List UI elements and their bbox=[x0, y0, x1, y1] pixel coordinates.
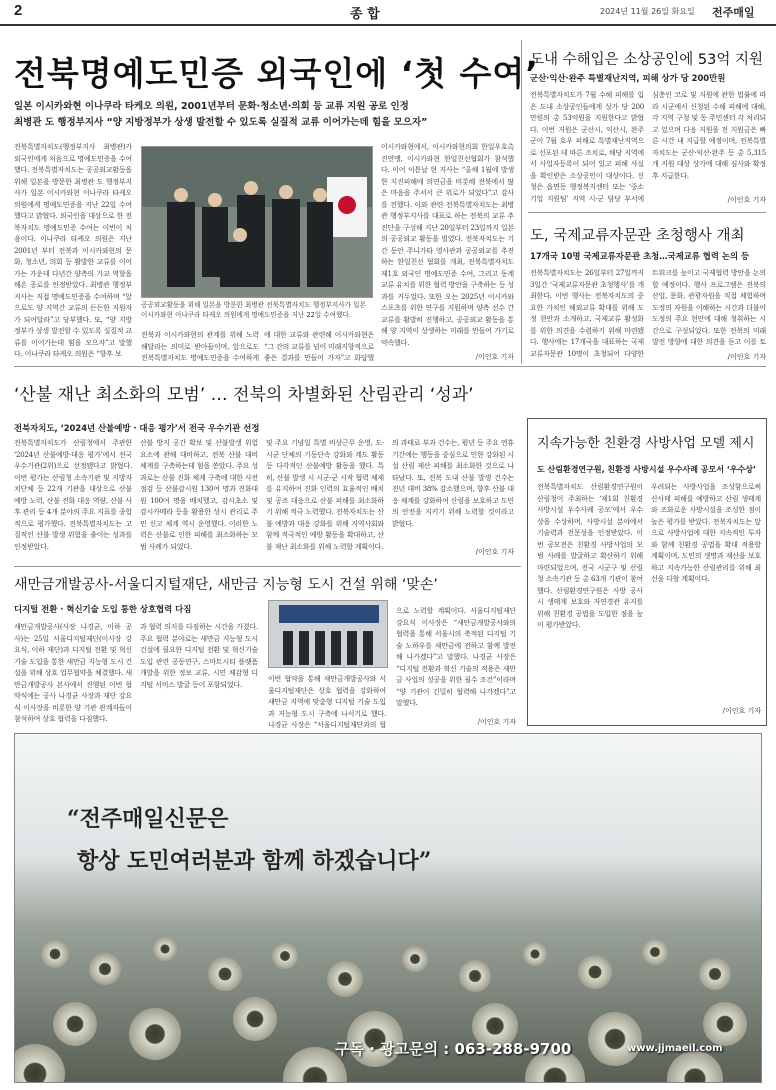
article1-column-4: 에 대한 교류와 관련해 이시카와현은 “그 간의 교류를 넘어 미래지향적으로 좋은 결과를 만들어 가자”고 화답했 bbox=[264, 331, 374, 362]
article1-byline: /이인호 기자 bbox=[475, 353, 514, 361]
article1-column-1: 전북특별자치도(행정부지사 최병관)가 외국인에게 처음으로 명예도민증을 수여했다. 전북특별자치도는 공공외교활동을 위해 일본을 방문한 최병관 도 행정부지사가 일본 이시카와현 이나쿠라 타케오 의원에게 명예도민증을 지난 22일 수여했다고 밝혔다. 외국인을 대상으로 한 전북자치도 명예도민증 수여는 이번이 처음이다. 이나쿠라 타케오 의원은 지난 2001년 부터 전북과 이시카와현의 문화, 청소년, 의회 등 활발한 교류를 이어가는 가운데 다년간 양측의 가교 역할을 해온 공로를 인정받았다. 최병관 행정부지사는 직접 명예도민증을 수여하며 “앞으로도 양 지역간 교류의 든든한 지원자가 되어달라”고 당부했다. 또, “양 지방정부가 상생 발전할 수 있도록 실질적 교류를 이어가는데 힘을 모으자”고 말했다. 이나쿠라 타케오 의원은 “향후 보 bbox=[14, 143, 132, 358]
article4-byline: /이인호 기자 bbox=[475, 548, 514, 556]
article2-byline: /이인호 기자 bbox=[727, 196, 766, 204]
paper-name: 전주매일 bbox=[712, 6, 755, 19]
article4-headline: ‘산불 재난 최소화의 모범’ … 전북의 차별화된 산림관리 ‘성과’ bbox=[14, 385, 474, 405]
article4-column-4: 의 과태료 부과 건수는, 평년 등 주요 연휴기간에는 행동을 중심으로 인한 강화된 시설 산림 재산 피해를 최소화한 것으로 나타났다. 또, 전북 도내 산불 발생 건수는 전년 대비 38% 감소했으며, 향후 산불 대응 체계를 강화하여 산림을 보호하고 도민의 안전을 지키기 위해 노력할 것이라고 밝혔다. bbox=[392, 439, 514, 528]
article-divider bbox=[528, 212, 766, 213]
advertisement-banner bbox=[14, 733, 762, 1083]
article1-photo-caption: 공공외교활동을 위해 일본을 방문한 최병관 전북특별자치도 행정부지사가 일본 이시카와현 이나쿠라 타케오 의원에게 명예도민증을 지난 22일 수여했다. bbox=[141, 301, 366, 319]
article5-column-2: 우려되는 사방사업을 조성함으로써 산사태 피해를 예방하고 산림 생태계와 조화로운 사방시설을 조성한 점이 높은 평가를 받았다. 전북자치도는 앞으로 사방사업에 대한 지속적인 투자와 함께 친환경 공법을 확대 적용할 계획이며, 도민의 생명과 재산을 보호하고 지속가능한 산림관리를 위해 최선을 다할 계획이다. bbox=[651, 483, 761, 583]
article2-subheadline: 군산·익산·완주 특별재난지역, 피해 상가 당 200만원 bbox=[530, 73, 726, 83]
issue-date: 2024년 11월 26일 화요일 bbox=[600, 7, 695, 16]
article4-column-3: 및 주요 기념일 특별 비상근무 운영, 도·시군 단체의 기동단속 강화와 계도 활동 등 다각적인 산불예방 활동을 했다. 특히, 산불 발생 시 시군·군 시작 협력 체제를 유지하여 진화 인력의 효율적인 배치 및 공조 대응으로 산불 피해를 최소화하기 위해 적극 노력했다. 전북자치도는 산불 예방과 대응 강화를 위해 지역사회와 함께 적극적인 예방 활동을 확대하고, 산불 재난 최소화를 위해 노력할 계획이다. bbox=[266, 439, 384, 551]
article6-headline: 새만금개발공사-서울디지털재단, 새만금 지능형 도시 건설 위해 ‘맞손’ bbox=[14, 577, 438, 593]
article2-column-1: 전북특별자치도가 7월 수해 피해를 입은 도내 소상공인들에게 상가 당 200만원의 총 53억원을 지원한다고 밝혔다. 이번 지원은 군산시, 익산시, 완주군이 7월 호우 피해로 특별재난지역으로 선포된 데 따른 조치로, 해당 지역에서 사업자등록이 되어 있고 피해 사실을 확인받은 소상공인이 대상이다. 신청은 읍면동 행정복지센터 또는 ‘중소기업 지원팀’ 지역 시·군 담당 부서에 bbox=[530, 91, 644, 203]
article6-subheadline: 디지털 전환 · 혁신기술 도입 통한 상호협력 다짐 bbox=[14, 604, 192, 614]
article6-column-2: 과 협력 의지를 다짐하는 시간을 가졌다. 주요 협력 분야로는 새만금 지능형 도시 건설에 필요한 디지털 전환 및 혁신기술 도입 관련 공동연구, 스마트시티 플랫폼 개발을 위한 정보 교류, 시민 체감형 디지털 서비스 발굴 등이 포함되었다. bbox=[140, 623, 258, 689]
article6-photo bbox=[268, 600, 388, 668]
ad-website-url[interactable]: www.jjmaeil.com bbox=[627, 1043, 723, 1054]
article1-subheadline-1: 일본 이시카와현 이나쿠라 타케오 의원, 2001년부터 문화·청소년·의회 등 교류 지원 공로 인정 bbox=[14, 101, 409, 112]
article3-subheadline: 17개국 10명 국제교류자문관 초청…국제교류 협력 논의 등 bbox=[530, 251, 750, 261]
article1-photo bbox=[141, 146, 373, 298]
article4-column-1: 전북특별자치도가 산림청에서 주관한 ‘2024년 산불예방·대응 평가’에서 전국 우수기관(2위)으로 선정됐다고 밝혔다. 이번 평가는 산림청 소속기관 및 지방자치단체 등 22개 기관을 대상으로 산불 예방 노력, 산불 진화 대응 역량, 산불 사후 관리 등 4개 분야의 주요 지표를 종합적으로 평가했다. 전북특별자치도는 고질적인 산불 발생 위험을 줄이는 성과를 인정받았다. bbox=[14, 439, 132, 551]
signing-ceremony-illustration bbox=[269, 601, 388, 668]
ad-slogan-line-2: 항상 도민여러분과 함께 하겠습니다” bbox=[77, 848, 432, 874]
page-header bbox=[0, 0, 776, 26]
ad-slogan-line-1: “전주매일신문은 bbox=[67, 806, 229, 832]
article4-subheadline: 전북자치도, ‘2024년 산불예방 · 대응 평가’서 전국 우수기관 선정 bbox=[14, 423, 260, 433]
article6-column-3: 이번 협약을 통해 새만금개발공사와 서울디지털재단은 상호 협력을 강화하여 새만금 지역에 맞춤형 디지털 기술 도입과 지능형 도시 구축에 나서기로 했다. 나경균 사장은 “서울디지털재단과의 협 bbox=[268, 675, 386, 728]
article5-subheadline: 도 산림환경연구원, 친환경 사방시설 우수사례 공모서 ‘우수상’ bbox=[537, 465, 757, 474]
page-number: 2 bbox=[14, 2, 23, 19]
group-photo-illustration bbox=[142, 147, 373, 298]
article1-column-3: 이시카와현에서, 이시카와현의회 한일우호촉진연맹, 이시카와현 한일친선협회가 참석했다. 이어 이튿날 현 지사는 “올해 1월에 발생한 지진피해에 의연금을 비롯해 전북에서 많은 마음을 주셔서 큰 위로가 되었다”고 감사를 전했다. 이와 관련 전북특별자치도는 최병관 행정부지사를 대표로 하는 전북의 교류 추진단을 구성해 지난 20일부터 23일까지 일본의 공공외교 활동을 벌였다. 전북자치도는 기간 동안 주니가타 영사관과 공공외교를 추진하는 한일친선 협회를 개최, 전북특별자치도 제1호 외국인 명예도민증 수여, 그리고 동계 교류 유치를 위한 협력 방안을 구축하는 등 성과를 거두었다. 또한 오는 2025년 이시카와 스포츠를 위한 연구를 지원하며 양측 선수 간 교류를 활발히 진행하고, 공공외교 활동을 통해 양 지역이 상생하는 미래를 만들어 가기로 약속했다. bbox=[381, 143, 514, 347]
article6-byline: /이인호 기자 bbox=[477, 718, 516, 726]
section-name: 종 합 bbox=[350, 7, 380, 22]
article2-column-2: 심층인 코로 및 지원에 관한 법률에 따라 시군에서 신청된 수해 피해에 대해, 각 지역 구청 및 동 주민센터 각 처리되고 있으며 다음 지원을 전 지원금은 빠른 시간 내 지급할 예정이며, 전북특별자치도는 군산·익산·완주 등 총 5,315개 지원 대상 상가에 대해 심사와 확정 후 지급한다. bbox=[652, 91, 766, 180]
article6-column-4: 으로 노력할 계획이다. 서울디지털재단 강요식 이사장은 “새만금개발공사와의 협력을 통해 서울시의 축적된 디지털 기술 노하우를 새만금에 전하고 함께 발전해 나가겠다”고 말했다. 나경균 사장은 “디지털 전환과 혁신 기술의 적용은 새만금 사업의 성공을 위한 필수 조건”이라며 “양 기관이 긴밀히 협력해 나가겠다”고 말했다. bbox=[396, 607, 516, 707]
article5-byline: /이인호 기자 bbox=[722, 707, 761, 715]
article5-headline: 지속가능한 친환경 사방사업 모델 제시 bbox=[537, 436, 755, 451]
article3-column-1: 전북특별자치도는 26일부터 27일까지 3일간 ‘국제교류자문관 초청행사’를 개최한다. 이번 행사는 전북자치도의 중요한 가치인 해외교류 확대를 위해 도정 현안과 소개하고, 국제교류 활성화를 위한 의견을 수렴하기 위해 마련됐다. 행사에는 17개국을 대표하는 국제교류자문관 10명이 초청되어 다양한 bbox=[530, 269, 644, 358]
article3-byline: /이인호 기자 bbox=[727, 353, 766, 361]
ad-contact: 구독 · 광고문의 : 063-288-9700 bbox=[335, 1040, 572, 1058]
article1-headline: 전북명예도민증 외국인에 ‘첫 수여’ bbox=[14, 54, 539, 93]
article3-headline: 도, 국제교류자문관 초청행사 개최 bbox=[530, 228, 745, 244]
article4-column-2: 산불 방지 공간 확보 및 산불발생 위험 요소에 관해 대비하고, 전북 산불 대비 체계를 구축하는데 힘을 쏟았다. 주요 성과로는 산불 진화 체계 구축에 대한 사전 점검 등 산불감시원 130여 명과 진화대원 100여 명을 배치했고, 감시초소 및 감시카메라 등을 활용한 상시 관리로 주민 신고 체계 역시 운영했다. 이러한 노력은 산불로 인한 피해를 최소화하는 모범 사례가 되었다. bbox=[140, 439, 258, 551]
article1-subheadline-2: 최병관 도 행정부지사 “양 지방정부가 상생 발전할 수 있도록 실질적 교류 이어가는데 힘을 모으자” bbox=[14, 117, 428, 128]
article2-headline: 도내 수해입은 소상공인에 53억 지원 bbox=[530, 52, 763, 68]
article6-column-1: 새만금개발공사(사장 나경균, 이하 공사)는 25일 서울디지털재단(이사장 강요식, 이하 재단)과 디지털 전환 및 혁신기술 도입을 통한 새만금 지능형 도시 건설을 위해 상호 업무협약을 체결했다. 새만금개발공사 본사에서 진행된 이번 협약식에는 공사 나경균 사장과 재단 강요식 이사장을 비롯한 양 기관 관계자들이 참석하여 상호 협력을 다짐했다. bbox=[14, 623, 132, 723]
sunflower-field-image bbox=[15, 734, 762, 1083]
article3-column-2: 트워크를 높이고 국제협력 방안을 논의할 예정이다. 행사 프로그램은 전북의 산업, 문화, 관광자원을 직접 체험하며 도정의 자원을 이해하는 시간과 더불어 도정의 주요 현안에 대해 청취하는 시간으로 구성되었다. 또한 전북의 미래 발전 방향에 대한 의견을 듣고 이를 토 bbox=[652, 269, 766, 346]
column-divider bbox=[521, 40, 522, 364]
section-divider bbox=[14, 366, 766, 367]
section-divider bbox=[14, 566, 521, 567]
article5-column-1: 전북특별자치도 산림환경연구원이 산림청이 주최하는 ‘제1회 친환경 사방시설 우수사례 공모’에서 우수상을 수상하며, 사방시설 분야에서 기술력과 전문성을 인정받았다. 이번 공모전은 친환경 사방사업의 모범 사례를 발굴하고 확산하기 위해 마련되었으며, 전국 시군구 및 산림청 소속기관 등 총 63개 기관이 참여했다. 산림환경연구원은 사방 공사 시 생태계 보호와 자연경관 유지를 위해 친환경 공법을 도입한 점을 높이 평가받았다. bbox=[537, 483, 643, 629]
article1-column-2: 전북과 이시카와현의 관계를 위해 노력해달라는 의미로 받아들이며, 앞으로도 전북특별자치도 명예도민증을 수여하게 bbox=[141, 331, 259, 362]
